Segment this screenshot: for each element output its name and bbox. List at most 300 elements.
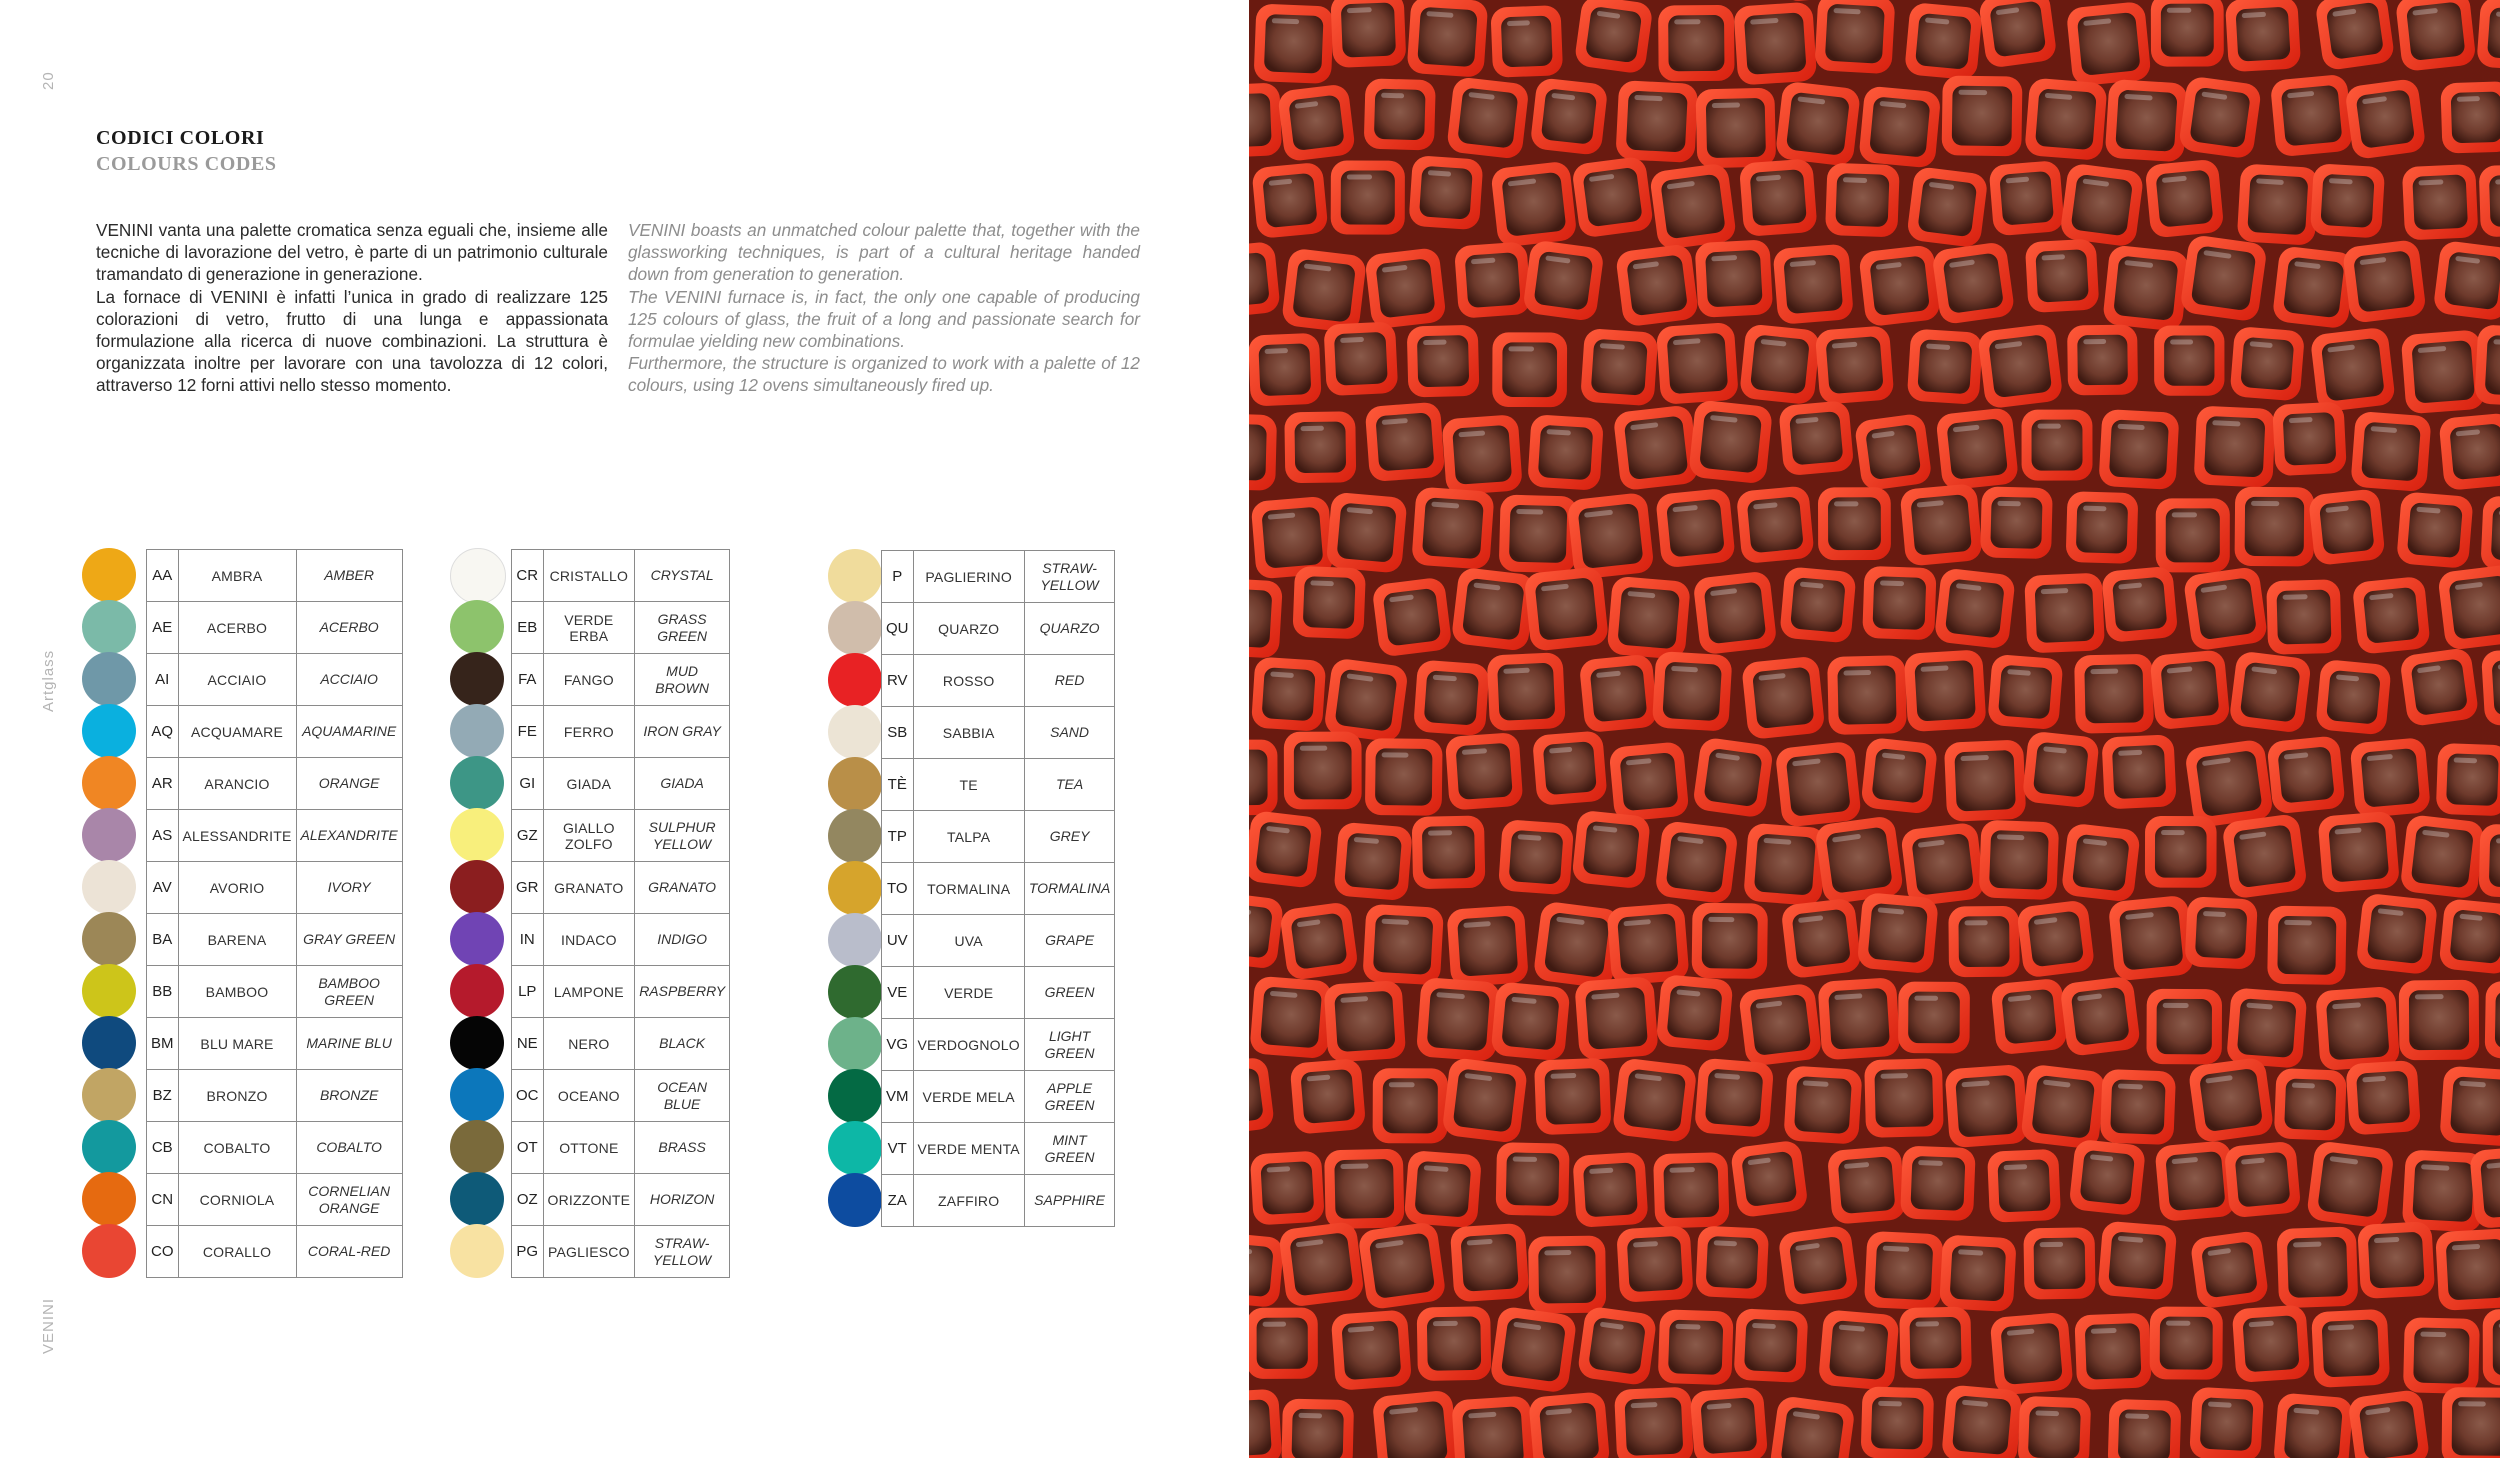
glass-tile — [1739, 158, 1818, 237]
colour-name-italian: GRANATO — [543, 862, 635, 914]
glass-tile — [1365, 738, 1443, 816]
glass-tile — [1656, 322, 1739, 405]
glass-tile — [2306, 1140, 2395, 1229]
colour-name-english: BRASS — [635, 1122, 730, 1174]
colour-swatch — [450, 860, 504, 914]
glass-tile — [1987, 654, 2063, 730]
glass-tile — [2156, 498, 2230, 572]
page-title-italian: CODICI COLORI — [96, 127, 265, 149]
table-row — [147, 914, 403, 966]
glass-tile — [1858, 244, 1941, 327]
glass-tile — [2399, 980, 2480, 1061]
glass-tile — [2189, 1387, 2264, 1458]
glass-tile — [1616, 1225, 1693, 1302]
glass-tile — [1528, 1391, 1610, 1458]
glass-tile — [2342, 239, 2427, 324]
glass-tile — [2272, 245, 2356, 329]
glass-tile — [2059, 975, 2141, 1057]
colour-name-english: COBALTO — [296, 1122, 402, 1174]
colour-name-italian: ACQUAMARE — [178, 706, 296, 758]
glass-tile — [1574, 976, 1658, 1060]
glass-tile — [2479, 164, 2500, 237]
glass-tile — [1407, 0, 1489, 78]
glass-tile — [2352, 576, 2431, 655]
colour-code: BZ — [147, 1070, 179, 1122]
colour-swatch — [82, 600, 136, 654]
colour-swatch — [450, 756, 504, 810]
glass-tile — [1696, 88, 1777, 169]
glass-tile — [1653, 1152, 1730, 1229]
glass-tile — [2440, 81, 2500, 153]
glass-tile — [2308, 488, 2386, 566]
table-row — [147, 1226, 403, 1278]
glass-tile — [2356, 893, 2439, 976]
table-row — [147, 1122, 403, 1174]
glass-tile — [1693, 570, 1778, 655]
colour-code: CR — [512, 550, 544, 602]
colour-code: BA — [147, 914, 179, 966]
table-row — [512, 758, 730, 810]
glass-tile — [1357, 1221, 1446, 1310]
colour-name-english: SULPHUR YELLOW — [635, 810, 730, 862]
glass-tile — [1743, 823, 1827, 907]
glass-tile — [2395, 0, 2477, 72]
colour-code: QU — [882, 603, 914, 655]
glass-tile — [2229, 650, 2312, 733]
table-row — [512, 862, 730, 914]
glass-tile — [1694, 1058, 1774, 1138]
glass-tile — [1692, 903, 1768, 979]
glass-tile — [1934, 567, 2016, 649]
glass-tile — [1979, 820, 2060, 901]
intro-italian — [96, 219, 608, 397]
glass-tile — [1446, 905, 1528, 987]
colour-name-italian: LAMPONE — [543, 966, 635, 1018]
glass-tile — [2179, 234, 2267, 322]
glass-tile — [1489, 1306, 1577, 1394]
glass-tile — [1445, 732, 1524, 811]
glass-tile — [1533, 901, 1622, 990]
colour-swatch — [82, 860, 136, 914]
glass-tile — [2190, 1230, 2270, 1310]
glass-tile — [1652, 651, 1733, 732]
table-row — [882, 863, 1115, 915]
glass-tile — [1948, 906, 2019, 977]
glass-tile — [1655, 488, 1736, 569]
glass-tile — [1413, 660, 1490, 737]
glass-tile — [1284, 732, 1362, 810]
colour-swatch — [450, 704, 504, 758]
table-row — [147, 1174, 403, 1226]
glass-tile — [2188, 1057, 2275, 1144]
colour-swatch — [450, 652, 504, 706]
colour-name-italian: INDACO — [543, 914, 635, 966]
glass-tile — [2232, 1304, 2311, 1383]
colour-name-italian: ALESSANDRITE — [178, 810, 296, 862]
glass-tile — [1987, 1149, 2061, 1223]
colour-code: PG — [512, 1226, 544, 1278]
catalog-left-page — [0, 0, 1249, 1458]
colour-swatch — [828, 1173, 882, 1227]
glass-tile — [1371, 577, 1452, 658]
glass-tile — [1331, 160, 1405, 234]
glass-tile — [1906, 166, 1988, 248]
glass-tile — [1249, 577, 1283, 659]
glass-tile — [1572, 1152, 1648, 1228]
colour-name-english: AQUAMARINE — [296, 706, 402, 758]
glass-tile — [1579, 654, 1659, 734]
glass-tile — [1607, 576, 1691, 660]
glass-tile — [1864, 1231, 1944, 1311]
colour-code: VT — [882, 1123, 914, 1175]
glass-tile — [1524, 566, 1610, 652]
colour-code: GR — [512, 862, 544, 914]
glass-tile — [1945, 1064, 2029, 1148]
colour-name-italian: TE — [913, 759, 1024, 811]
glass-tile — [1249, 333, 1322, 407]
glass-tile — [1773, 243, 1854, 324]
colour-name-italian: VERDE — [913, 967, 1024, 1019]
colour-code: TÈ — [882, 759, 914, 811]
colour-swatch — [450, 1068, 504, 1122]
colour-code: LP — [512, 966, 544, 1018]
colour-code: IN — [512, 914, 544, 966]
glass-tile — [2277, 1226, 2359, 1308]
glass-tile — [1567, 492, 1655, 580]
colour-name-italian: CRISTALLO — [543, 550, 635, 602]
glass-tile — [1450, 1223, 1530, 1303]
glass-tile — [1324, 980, 1407, 1063]
glass-tile — [1330, 0, 1406, 68]
glass-tile — [2311, 1309, 2390, 1388]
glass-tile — [2097, 1221, 2177, 1301]
glass-tile — [1899, 1307, 1972, 1380]
glass-tile — [1815, 325, 1895, 405]
colour-code: FA — [512, 654, 544, 706]
glass-tile — [2272, 402, 2347, 477]
glass-tile — [1451, 1396, 1535, 1458]
glass-tile — [1609, 741, 1690, 822]
glass-tile — [2274, 1068, 2347, 1141]
glass-tile — [2317, 811, 2400, 894]
colour-swatch — [828, 809, 882, 863]
glass-tile — [1900, 822, 1985, 907]
colour-name-english: CRYSTAL — [635, 550, 730, 602]
table-row — [512, 1174, 730, 1226]
glass-tile — [2145, 816, 2217, 888]
glass-tile — [1613, 404, 1700, 491]
glass-tile — [2145, 159, 2225, 239]
glass-tile — [1739, 323, 1821, 405]
colour-name-english: MINT GREEN — [1024, 1123, 1114, 1175]
glass-tile — [1942, 75, 2023, 156]
table-row — [882, 655, 1115, 707]
glass-tile — [1323, 321, 1398, 396]
glass-tile — [1249, 413, 1277, 491]
colour-swatch — [450, 1120, 504, 1174]
glass-tile — [1527, 414, 1604, 491]
colour-name-english: TORMALINA — [1024, 863, 1114, 915]
colour-name-english: CORAL-RED — [296, 1226, 402, 1278]
glass-tile — [1416, 977, 1501, 1062]
glass-tile — [2225, 0, 2301, 72]
colour-name-italian: PAGLIESCO — [543, 1226, 635, 1278]
glass-tile — [1372, 1390, 1459, 1458]
colour-name-italian: VERDE MENTA — [913, 1123, 1024, 1175]
glass-tile — [1249, 976, 1333, 1060]
glass-tile — [1278, 1221, 1365, 1308]
colour-name-italian: AMBRA — [178, 550, 296, 602]
glass-tile — [2315, 659, 2392, 736]
colour-name-english: IVORY — [296, 862, 402, 914]
colour-swatch — [82, 652, 136, 706]
glass-tile — [1571, 810, 1651, 890]
glass-tile — [1738, 983, 1822, 1067]
glass-tile — [1490, 161, 1577, 248]
glass-tile — [2347, 1389, 2430, 1458]
colour-swatch — [828, 653, 882, 707]
glass-tile — [1441, 414, 1522, 495]
colour-swatch — [828, 757, 882, 811]
glass-tile — [1854, 413, 1933, 492]
colour-name-english: GIADA — [635, 758, 730, 810]
colour-name-english: ACERBO — [296, 602, 402, 654]
glass-tile — [1574, 0, 1654, 75]
colour-name-italian: ACERBO — [178, 602, 296, 654]
glass-tile — [2098, 409, 2179, 490]
glass-tile — [1522, 239, 1605, 322]
glass-tile — [2310, 163, 2385, 238]
glass-tile — [2184, 896, 2257, 969]
glass-tile — [1331, 1309, 1412, 1390]
glass-tile — [1454, 241, 1531, 318]
glass-tile — [2400, 814, 2485, 899]
glass-tile — [1281, 1398, 1354, 1458]
glass-tile — [1990, 1312, 2074, 1396]
glass-tile — [2066, 491, 2139, 564]
glass-tile — [1446, 76, 1529, 159]
glass-tile — [1736, 485, 1815, 564]
colour-code-table — [511, 549, 730, 1278]
colour-code: SB — [882, 707, 914, 759]
glass-tile — [2399, 647, 2479, 727]
colour-code: VM — [882, 1071, 914, 1123]
intro-english — [628, 219, 1140, 397]
glass-tile — [1695, 239, 1774, 318]
glass-tile — [2442, 1387, 2500, 1458]
glass-tile — [2178, 75, 2262, 159]
colour-name-english: APPLE GREEN — [1024, 1071, 1114, 1123]
glass-tile — [2483, 1309, 2500, 1385]
glass-tile — [1827, 655, 1907, 735]
table-row — [882, 967, 1115, 1019]
glass-tile — [2438, 898, 2500, 975]
colour-name-english: BLACK — [635, 1018, 730, 1070]
intro-italian-paragraph: VENINI vanta una palette cromatica senza eguali che, insieme alle tecniche di lavorazione del vetro, è parte di un patrimonio culturale tramandato di generazione in generazione. — [96, 220, 608, 285]
colour-name-english: INDIGO — [635, 914, 730, 966]
colour-name-italian: BAMBOO — [178, 966, 296, 1018]
colour-swatch — [82, 912, 136, 966]
glass-tile — [1695, 1225, 1769, 1299]
glass-tile — [1980, 486, 2053, 559]
table-row — [512, 810, 730, 862]
glass-tile — [2344, 78, 2426, 160]
glass-tile — [2314, 0, 2395, 71]
colour-swatch — [82, 548, 136, 602]
colour-name-english: SAPPHIRE — [1024, 1175, 1114, 1227]
glass-tile — [2266, 579, 2342, 655]
colour-name-english: CORNELIAN ORANGE — [296, 1174, 402, 1226]
colour-name-english: GRASS GREEN — [635, 602, 730, 654]
glass-tile — [2357, 1221, 2435, 1299]
colour-swatch — [450, 1016, 504, 1070]
colour-code: TP — [882, 811, 914, 863]
glass-tile — [1249, 740, 1278, 816]
glass-tile — [2221, 813, 2308, 900]
colour-name-italian: SABBIA — [913, 707, 1024, 759]
colour-name-english: BRONZE — [296, 1070, 402, 1122]
glass-tile — [1988, 160, 2064, 236]
colour-code: TO — [882, 863, 914, 915]
glass-tile — [1818, 1309, 1900, 1391]
glass-tile — [2310, 327, 2396, 413]
colour-swatch — [82, 808, 136, 862]
glass-tile — [1365, 402, 1445, 482]
colour-name-italian: ARANCIO — [178, 758, 296, 810]
glass-tile — [2345, 1060, 2421, 1136]
glass-tile — [2066, 1, 2152, 87]
table-row — [512, 1226, 730, 1278]
colour-name-english: GRANATO — [635, 862, 730, 914]
glass-tile — [1654, 820, 1738, 904]
glass-tile — [1935, 407, 2019, 491]
glass-tile — [1281, 248, 1367, 334]
glass-tile — [1904, 649, 1987, 732]
glass-tile — [2101, 734, 2176, 809]
glass-tile — [2102, 244, 2189, 331]
colour-code: AI — [147, 654, 179, 706]
colour-name-english: RASPBERRY — [635, 966, 730, 1018]
colour-name-english: STRAW-YELLOW — [1024, 551, 1114, 603]
colour-code: OC — [512, 1070, 544, 1122]
glass-tile — [2266, 735, 2345, 814]
table-row — [512, 966, 730, 1018]
glass-tile — [1251, 656, 1326, 731]
colour-code: P — [882, 551, 914, 603]
glass-tile — [1606, 902, 1689, 985]
glass-tile — [1412, 815, 1486, 889]
glass-tile — [1277, 83, 1356, 162]
glass-tile — [1864, 1058, 1944, 1138]
colour-name-italian: FERRO — [543, 706, 635, 758]
glass-tile — [2146, 989, 2222, 1065]
glass-tile — [1944, 739, 2026, 821]
glass-tile — [1284, 411, 1356, 483]
table-row — [147, 1018, 403, 1070]
glass-tile — [2401, 329, 2486, 414]
glass-tile — [1451, 567, 1536, 652]
colour-name-italian: VERDE ERBA — [543, 602, 635, 654]
colour-name-english: TEA — [1024, 759, 1114, 811]
table-row — [147, 550, 403, 602]
glass-tile — [2068, 1139, 2146, 1217]
colour-code: AR — [147, 758, 179, 810]
colour-swatch — [828, 1069, 882, 1123]
colour-code: AS — [147, 810, 179, 862]
glass-tile — [2151, 0, 2224, 67]
table-row — [147, 862, 403, 914]
table-row — [147, 602, 403, 654]
colour-code: VG — [882, 1019, 914, 1071]
colour-name-italian: OCEANO — [543, 1070, 635, 1122]
glass-tile — [1417, 1306, 1492, 1381]
glass-tile — [2224, 1141, 2302, 1219]
glass-tile — [1941, 1384, 2023, 1458]
glass-tile — [2396, 491, 2474, 569]
colour-name-italian: BRONZO — [178, 1070, 296, 1122]
glass-tile — [2435, 1228, 2500, 1311]
table-row — [512, 1122, 730, 1174]
glass-tile — [1614, 1387, 1694, 1458]
glass-tile — [2024, 78, 2107, 161]
glass-tile — [1253, 4, 1333, 84]
glass-tile — [1364, 247, 1446, 329]
glass-tile — [1615, 243, 1699, 327]
glass-tile — [1730, 1139, 1809, 1218]
glass-tile — [1656, 974, 1734, 1052]
glass-tile — [1817, 977, 1900, 1060]
table-row — [147, 810, 403, 862]
intro-english-paragraph: Furthermore, the structure is organized to work with a palette of 12 colours, using 12 ovens simultaneously fired up. — [628, 353, 1140, 396]
colour-name-italian: COBALTO — [178, 1122, 296, 1174]
glass-tile — [2350, 737, 2431, 818]
colour-swatch — [82, 1120, 136, 1174]
glass-tile — [1780, 897, 1862, 979]
colour-code: BM — [147, 1018, 179, 1070]
colour-name-english: ACCIAIO — [296, 654, 402, 706]
table-row — [882, 811, 1115, 863]
glass-tile — [1490, 5, 1563, 78]
glass-tile — [1769, 1395, 1856, 1458]
glass-tile — [2025, 239, 2100, 314]
colour-name-italian: TALPA — [913, 811, 1024, 863]
colour-code: RV — [882, 655, 914, 707]
glass-tile — [1580, 328, 1658, 406]
glass-tile — [2067, 324, 2138, 395]
table-row — [512, 914, 730, 966]
colour-name-italian: TORMALINA — [913, 863, 1024, 915]
side-section-label: Artglass — [40, 649, 57, 712]
table-row — [147, 1070, 403, 1122]
glass-tile — [2022, 731, 2100, 809]
glass-tile — [1814, 0, 1895, 74]
glass-tile — [2018, 1396, 2092, 1458]
glass-tile — [1490, 981, 1570, 1061]
glass-tile — [2105, 79, 2189, 163]
glass-tile — [1692, 737, 1774, 819]
glass-tile — [2315, 986, 2400, 1071]
glass-tile — [1857, 892, 1939, 974]
colour-name-english: GRAPE — [1024, 915, 1114, 967]
table-row — [147, 654, 403, 706]
colour-name-english: HORIZON — [635, 1174, 730, 1226]
colour-code: VE — [882, 967, 914, 1019]
glass-tile — [1900, 1145, 1976, 1221]
colour-swatch — [828, 601, 882, 655]
glass-tile — [1499, 494, 1578, 573]
colour-code: CO — [147, 1226, 179, 1278]
glass-tile — [2235, 487, 2315, 567]
